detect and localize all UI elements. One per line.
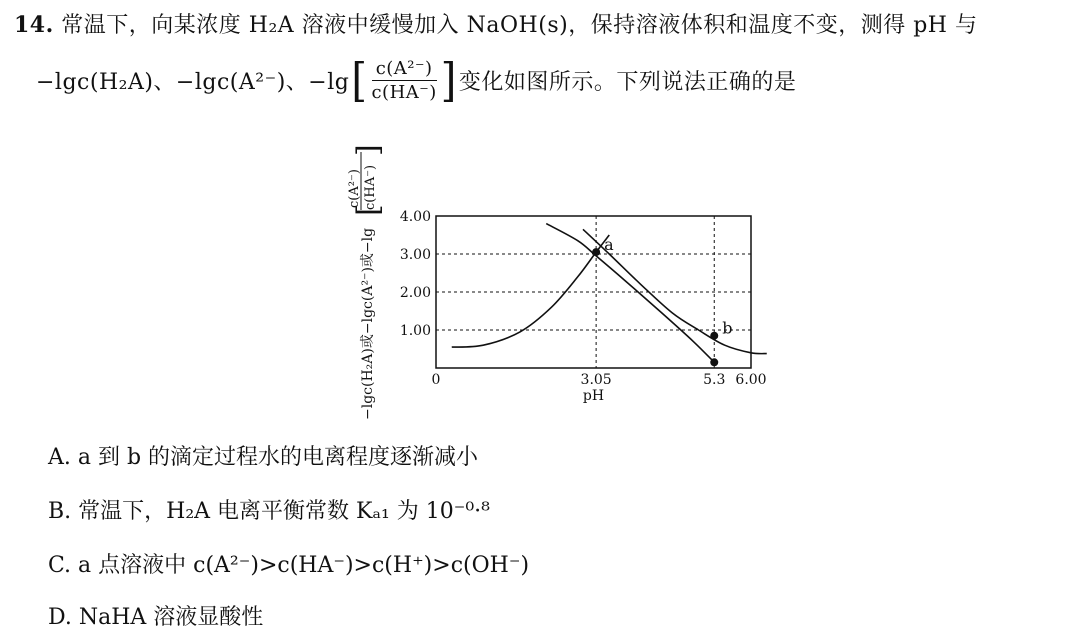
x-tick-label: 6.00 (735, 372, 767, 388)
question-stem-line2 (36, 54, 797, 107)
x-tick-label: 3.05 (580, 372, 612, 388)
ratio-fraction (371, 58, 436, 103)
x-tick-label: 0 (431, 372, 441, 388)
point-label-a: a (604, 235, 614, 255)
option-c: C. a 点溶液中 c(A²⁻)>c(HA⁻)>c(H⁺)>c(OH⁻) (48, 553, 530, 578)
y-tick-label: 3.00 (399, 247, 431, 263)
y-axis-label-frac-bottom: c(HA⁻) (363, 164, 378, 210)
plot-area (400, 209, 767, 404)
y-axis-label-frac-top: c(A²⁻) (347, 169, 362, 208)
option-b: B. 常温下，H₂A 电离平衡常数 Kₐ₁ 为 10⁻⁰·⁸ (48, 499, 490, 524)
data-point (710, 332, 718, 340)
y-tick-label: 4.00 (399, 209, 431, 225)
question-number: 14. (14, 12, 54, 38)
right-bracket: ] (440, 54, 457, 107)
option-a: A. a 到 b 的滴定过程水的电离程度逐渐减小 (48, 445, 479, 470)
fraction-numerator: c(A²⁻) (372, 58, 437, 81)
curve-series-2 (546, 224, 714, 363)
y-axis-label (347, 144, 386, 420)
x-axis-label: pH (582, 388, 605, 404)
left-bracket: [ (351, 54, 368, 107)
chart-svg (330, 138, 770, 428)
option-d: D. NaHA 溶液显酸性 (48, 605, 264, 630)
curve-series-1 (452, 235, 610, 347)
data-point (592, 248, 600, 256)
fraction-denominator: c(HA⁻) (371, 82, 437, 103)
y-axis-label-bracket-right: ] (351, 144, 386, 156)
y-axis-label-main: −lgc(H₂A)或−lgc(A²⁻)或−lg (360, 227, 376, 420)
question-text-line1: 常温下，向某浓度 H₂A 溶液中缓慢加入 NaOH(s)，保持溶液体积和温度不变，测得 pH 与 (61, 13, 978, 38)
y-axis-label-bracket-left: [ (351, 204, 386, 216)
question-text-line2-suffix: 变化如图所示。下列说法正确的是 (458, 70, 797, 95)
y-tick-label: 2.00 (399, 285, 431, 301)
point-label-b: b (722, 318, 733, 338)
data-point (710, 358, 718, 366)
question-text-line2-prefix: −lgc(H₂A)、−lgc(A²⁻)、−lg (36, 70, 350, 95)
x-tick-label: 5.3 (703, 372, 726, 388)
question-stem-line1 (14, 8, 977, 39)
y-tick-label: 1.00 (399, 323, 431, 339)
titration-chart (330, 138, 770, 428)
